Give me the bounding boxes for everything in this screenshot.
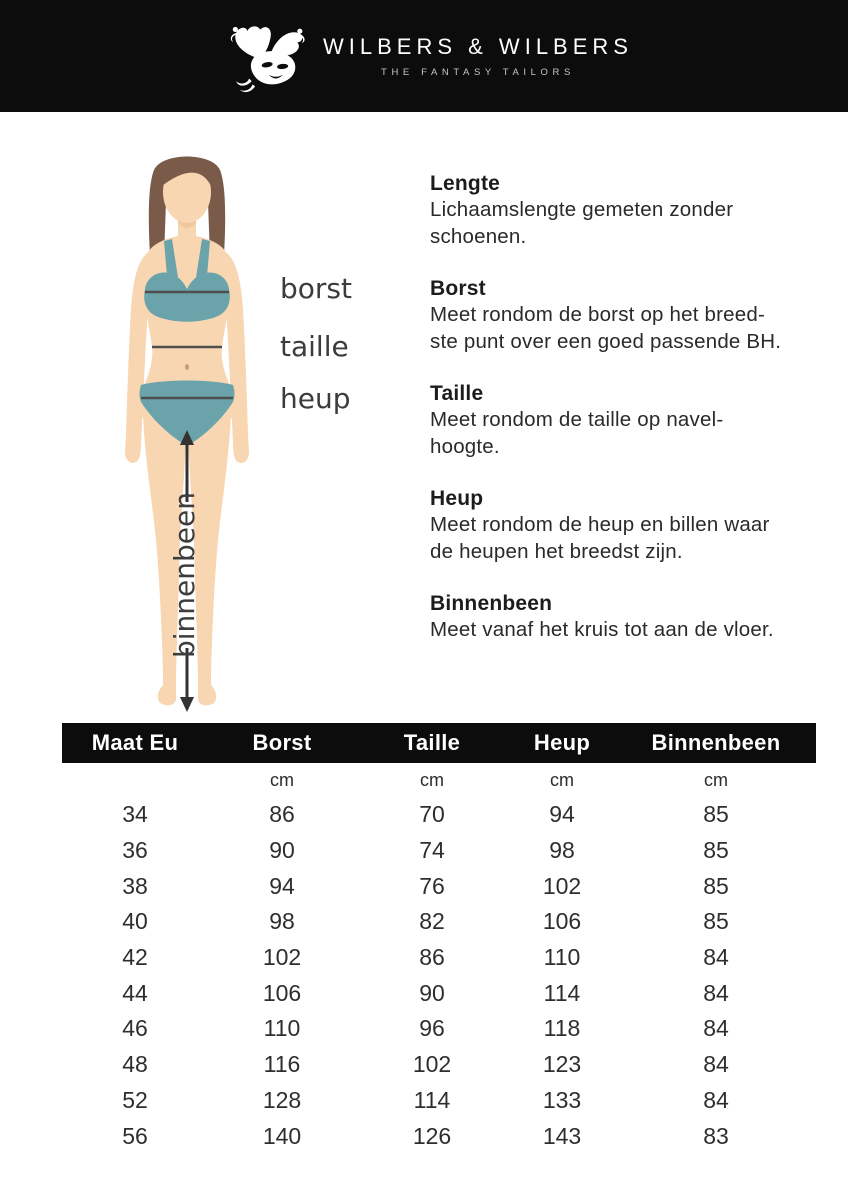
unit-cell: cm: [704, 769, 728, 790]
instruction-text-line: Meet vanaf het kruis tot aan de vloer.: [430, 618, 774, 641]
table-cell: 110: [543, 944, 581, 971]
size-table-units-row: [62, 763, 816, 797]
table-cell: 52: [122, 1086, 148, 1113]
instruction-title: Lengte: [430, 172, 501, 195]
table-cell: 86: [419, 944, 445, 971]
table-cell: 84: [703, 944, 729, 971]
borst-label: borst: [280, 272, 352, 305]
table-cell: 102: [262, 944, 302, 971]
column-header: Binnenbeen: [651, 730, 781, 755]
table-cell: 42: [122, 944, 148, 971]
table-cell: 102: [412, 1051, 452, 1078]
size-table-header-row: [62, 723, 816, 763]
table-cell: 114: [543, 979, 581, 1006]
table-cell: 114: [413, 1086, 451, 1113]
table-row: [62, 975, 816, 1011]
table-cell: 123: [542, 1051, 582, 1078]
jester-mask-icon: [225, 17, 311, 97]
table-cell: 118: [543, 1015, 581, 1042]
instruction-title: Heup: [430, 487, 484, 510]
column-header: Borst: [252, 730, 312, 755]
taille-label: taille: [280, 330, 349, 363]
table-row: [62, 833, 816, 869]
table-cell: 84: [703, 979, 729, 1006]
table-cell: 48: [122, 1051, 148, 1078]
table-row: [62, 940, 816, 976]
instruction-text-line: Lichaamslengte gemeten zonder: [430, 198, 734, 221]
unit-cell: cm: [270, 769, 294, 790]
table-row: [62, 1118, 816, 1154]
table-cell: 102: [542, 872, 582, 899]
binnenbeen-arrowhead-down: [180, 697, 194, 712]
table-cell: 38: [122, 872, 148, 899]
table-cell: 116: [263, 1051, 301, 1078]
table-cell: 128: [262, 1086, 302, 1113]
table-row: [62, 1047, 816, 1083]
instruction-block: [430, 171, 834, 250]
table-cell: 98: [549, 837, 575, 864]
table-row: [62, 904, 816, 940]
table-cell: 126: [412, 1122, 452, 1149]
instruction-title: Taille: [430, 382, 484, 405]
table-cell: 98: [269, 908, 295, 935]
instruction-text-line: Meet rondom de taille op navel-: [430, 408, 724, 431]
binnenbeen-label: binnenbeen: [168, 492, 201, 658]
table-cell: 85: [703, 801, 729, 828]
table-cell: 84: [703, 1051, 729, 1078]
table-cell: 70: [419, 801, 445, 828]
instruction-text-line: Meet rondom de borst op het breed-: [430, 303, 765, 326]
instruction-text-line: schoenen.: [430, 224, 527, 248]
table-cell: 96: [419, 1015, 445, 1042]
table-cell: 85: [703, 837, 729, 864]
table-row: [62, 797, 816, 833]
table-cell: 76: [419, 872, 445, 899]
table-cell: 106: [542, 908, 582, 935]
instruction-block: [430, 591, 834, 644]
table-cell: 106: [262, 979, 302, 1006]
instruction-block: [430, 276, 834, 355]
table-cell: 85: [703, 908, 729, 935]
table-cell: 110: [263, 1015, 301, 1042]
table-cell: 40: [122, 908, 148, 935]
table-cell: 44: [122, 979, 148, 1006]
instruction-block: [430, 486, 834, 565]
brand-header: [0, 0, 848, 112]
heup-label: heup: [280, 382, 351, 415]
unit-cell: cm: [420, 769, 444, 790]
table-cell: 84: [703, 1015, 729, 1042]
table-cell: 133: [542, 1086, 582, 1113]
table-cell: 74: [419, 837, 445, 864]
instruction-text-line: Meet rondom de heup en billen waar: [430, 513, 770, 536]
size-table-body: [62, 797, 816, 1154]
brand-text: [323, 34, 633, 78]
brand-logo: [225, 15, 633, 97]
table-cell: 36: [122, 837, 148, 864]
table-cell: 140: [262, 1122, 302, 1149]
instruction-text-line: hoogte.: [430, 434, 500, 458]
table-cell: 94: [549, 801, 575, 828]
brand-name: WILBERS & WILBERS: [323, 34, 633, 59]
instruction-title: Binnenbeen: [430, 592, 553, 615]
size-table: [62, 723, 816, 1154]
table-cell: 94: [269, 872, 295, 899]
instruction-block: [430, 381, 834, 460]
table-cell: 90: [419, 979, 445, 1006]
table-cell: 34: [122, 801, 148, 828]
column-header: Taille: [403, 730, 461, 755]
unit-cell: cm: [550, 769, 574, 790]
instruction-text-line: ste punt over een goed passende BH.: [430, 329, 782, 353]
table-row: [62, 868, 816, 904]
table-cell: 56: [122, 1122, 148, 1149]
table-cell: 85: [703, 872, 729, 899]
table-cell: 83: [703, 1122, 729, 1149]
instructions-list: [430, 171, 834, 670]
table-row: [62, 1083, 816, 1119]
table-cell: 46: [122, 1015, 148, 1042]
instruction-text-line: de heupen het breedst zijn.: [430, 539, 683, 563]
table-cell: 86: [269, 801, 295, 828]
table-cell: 84: [703, 1086, 729, 1113]
body-measurement-figure: [100, 140, 270, 720]
column-header: Heup: [533, 730, 591, 755]
table-cell: 82: [419, 908, 445, 935]
table-cell: 143: [542, 1122, 582, 1149]
table-row: [62, 1011, 816, 1047]
column-header: Maat Eu: [91, 730, 179, 755]
table-cell: 90: [269, 837, 295, 864]
instruction-title: Borst: [430, 277, 486, 300]
brand-tagline: THE FANTASY TAILORS: [381, 67, 575, 78]
navel: [185, 364, 189, 370]
